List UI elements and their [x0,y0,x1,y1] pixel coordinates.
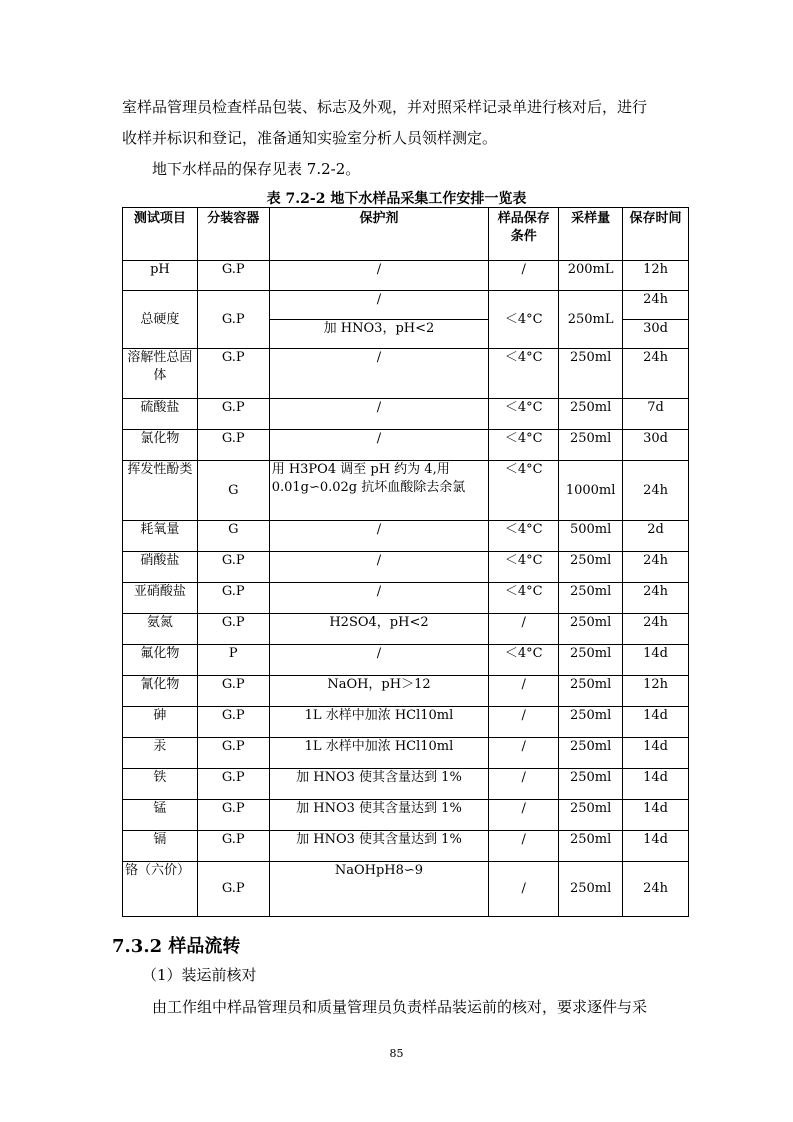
cell-preservative: / [269,552,489,583]
body-paragraph: 由工作组中样品管理员和质量管理员负责样品装运前的核对，要求逐件与采 [152,998,648,1016]
cell-container: G.P [197,769,269,800]
cell-container: G.P [197,552,269,583]
cell-time: 2d [623,521,689,552]
cell-time: 24h [623,862,689,917]
cell-item: 硫酸盐 [123,399,198,430]
table-row [123,430,689,461]
table-row [123,261,689,291]
cell-container: G.P [197,349,269,399]
cell-volume: 500ml [559,521,623,552]
cell-volume: 1000ml [559,461,623,521]
cell-time: 24h [623,552,689,583]
cell-item: 亚硝酸盐 [123,583,198,614]
cell-condition: / [489,676,559,707]
cell-time: 24h [623,349,689,399]
cell-item: 铬（六价） [123,862,198,917]
cell-condition: / [489,862,559,917]
header-cell: 保存时间 [623,208,689,261]
cell-preservative: / [269,430,489,461]
cell-preservative: H2SO4，pH<2 [269,614,489,645]
cell-condition: ＜4°C [489,291,559,349]
cell-container: P [197,645,269,676]
header-cell: 保护剂 [269,208,489,261]
subsection-label: （1）装运前核对 [142,966,257,984]
cell-time: 14d [623,738,689,769]
cell-time: 30d [623,430,689,461]
table-row [123,862,689,917]
table-row [123,461,689,521]
cell-preservative: / [269,349,489,399]
table-row [123,707,689,738]
table-row [123,645,689,676]
cell-preservative: / [269,291,489,320]
cell-time: 7d [623,399,689,430]
cell-volume: 250ml [559,349,623,399]
cell-volume: 250ml [559,862,623,917]
cell-item: 硝酸盐 [123,552,198,583]
header-cell: 样品保存条件 [489,208,559,261]
cell-item: 挥发性酚类 [123,461,198,521]
cell-preservative: 用 H3PO4 调至 pH 约为 4,用 0.01g∽0.02g 抗坏血酸除去余氯 [269,461,489,521]
cell-container: G.P [197,800,269,831]
cell-volume: 250ml [559,399,623,430]
cell-preservative: / [269,645,489,676]
cell-preservative: 加 HNO3 使其含量达到 1% [269,800,489,831]
table-row [123,521,689,552]
cell-item: 氯化物 [123,430,198,461]
cell-time: 14d [623,707,689,738]
table-row [123,583,689,614]
intro-line-1: 室样品管理员检查样品包装、标志及外观，并对照采样记录单进行核对后，进行 [122,98,648,116]
cell-preservative: / [269,583,489,614]
cell-item: 汞 [123,738,198,769]
cell-time: 14d [623,769,689,800]
cell-container: G.P [197,430,269,461]
cell-condition: ＜4°C [489,430,559,461]
cell-time: 12h [623,261,689,291]
cell-preservative: 1L 水样中加浓 HCl10ml [269,707,489,738]
cell-item: 总硬度 [123,291,198,349]
table-caption: 表 7.2-2 地下水样品采集工作安排一览表 [266,191,527,207]
cell-volume: 250ml [559,645,623,676]
cell-item: 氰化物 [123,676,198,707]
groundwater-sampling-table [122,207,689,917]
cell-volume: 250mL [559,291,623,349]
table-row [123,291,689,320]
table-row [123,614,689,645]
cell-volume: 250ml [559,614,623,645]
cell-condition: / [489,707,559,738]
cell-container: G.P [197,261,269,291]
cell-time: 14d [623,645,689,676]
table-row [123,769,689,800]
cell-preservative: 加 HNO3，pH<2 [269,320,489,349]
header-cell: 采样量 [559,208,623,261]
cell-condition: ＜4°C [489,583,559,614]
cell-item: 氟化物 [123,645,198,676]
table-row [123,738,689,769]
table-row [123,831,689,862]
cell-item: 铁 [123,769,198,800]
cell-container: G.P [197,831,269,862]
cell-volume: 250ml [559,583,623,614]
cell-item: 锰 [123,800,198,831]
cell-condition: / [489,614,559,645]
cell-volume: 250ml [559,738,623,769]
cell-container: G.P [197,399,269,430]
cell-preservative: / [269,261,489,291]
table-row [123,676,689,707]
cell-item: 耗氧量 [123,521,198,552]
cell-container: G.P [197,614,269,645]
page-number: 85 [389,1047,404,1060]
cell-container: G.P [197,707,269,738]
cell-condition: ＜4°C [489,645,559,676]
cell-condition: / [489,769,559,800]
cell-container: G.P [197,583,269,614]
cell-container: G [197,461,269,521]
cell-preservative: NaOHpH8∽9 [269,862,489,917]
cell-time: 24h [623,291,689,320]
cell-time: 12h [623,676,689,707]
cell-condition: ＜4°C [489,461,559,521]
cell-preservative: / [269,521,489,552]
header-cell: 测试项目 [123,208,198,261]
cell-volume: 250ml [559,769,623,800]
cell-time: 14d [623,831,689,862]
intro-line-2: 收样并标识和登记，准备通知实验室分析人员领样测定。 [122,129,498,147]
table-header-row [123,208,689,261]
cell-volume: 250ml [559,430,623,461]
cell-container: G.P [197,862,269,917]
cell-item: 氨氮 [123,614,198,645]
cell-item: pH [123,261,198,291]
cell-preservative: 1L 水样中加浓 HCl10ml [269,738,489,769]
cell-item: 溶解性总固体 [123,349,198,399]
cell-preservative: 加 HNO3 使其含量达到 1% [269,831,489,862]
cell-condition: / [489,738,559,769]
cell-container: G.P [197,738,269,769]
cell-volume: 250ml [559,676,623,707]
intro-line-3: 地下水样品的保存见表 7.2-2。 [152,160,361,178]
cell-condition: ＜4°C [489,349,559,399]
cell-time: 30d [623,320,689,349]
cell-time: 24h [623,583,689,614]
cell-time: 24h [623,461,689,521]
cell-container: G.P [197,291,269,349]
cell-condition: ＜4°C [489,399,559,430]
table-row [123,349,689,399]
cell-volume: 250ml [559,831,623,862]
cell-preservative: NaOH，pH＞12 [269,676,489,707]
section-heading: 7.3.2 样品流转 [112,936,241,957]
cell-preservative: / [269,399,489,430]
cell-condition: / [489,800,559,831]
cell-condition: ＜4°C [489,552,559,583]
cell-time: 14d [623,800,689,831]
cell-condition: ＜4°C [489,521,559,552]
cell-volume: 250ml [559,552,623,583]
cell-container: G [197,521,269,552]
cell-volume: 200mL [559,261,623,291]
header-cell: 分装容器 [197,208,269,261]
table-row [123,552,689,583]
cell-volume: 250ml [559,707,623,738]
cell-preservative: 加 HNO3 使其含量达到 1% [269,769,489,800]
cell-volume: 250ml [559,800,623,831]
table-row [123,399,689,430]
cell-item: 镉 [123,831,198,862]
cell-condition: / [489,261,559,291]
cell-condition: / [489,831,559,862]
table-row [123,800,689,831]
cell-item: 砷 [123,707,198,738]
cell-container: G.P [197,676,269,707]
cell-time: 24h [623,614,689,645]
